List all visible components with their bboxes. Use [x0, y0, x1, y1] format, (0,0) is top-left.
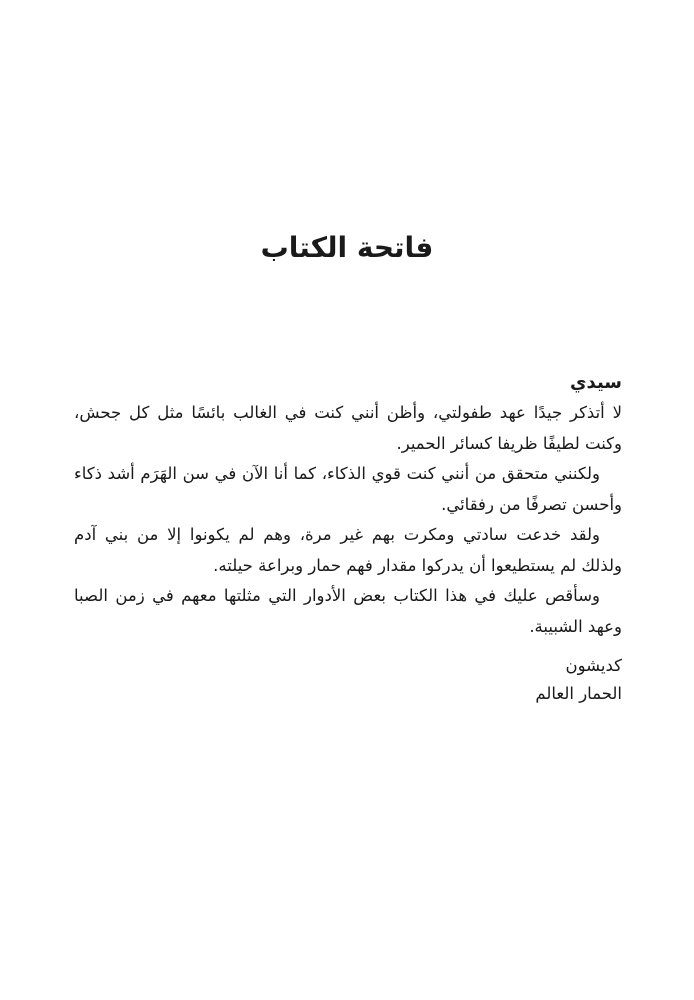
paragraph-3: ولقد خدعت سادتي ومكرت بهم غير مرة، وهم لم يكونوا إلا من بني آدم ولذلك لم يستطيعوا أن يدركوا مقدار فهم حمار وبراعة حيلته.: [74, 525, 622, 575]
paragraph-1: لا أتذكر جيدًا عهد طفولتي، وأظن أنني كنت في الغالب بائسًا مثل كل جحش، وكنت لطيفًا ظريفا كسائر الحمير.: [74, 403, 622, 453]
page-title: فاتحة الكتاب: [260, 231, 434, 264]
letter-body: [74, 368, 622, 708]
signature-title: الحمار العالم: [535, 684, 622, 703]
signature-block: [74, 652, 622, 708]
paragraph-2: ولكنني متحقق من أنني كنت قوي الذكاء، كما أنا الآن في سن الهَرَم أشد ذكاء وأحسن تصرفًا من رفقائي.: [74, 464, 622, 514]
signature-name: كديشون: [565, 656, 622, 675]
paragraph-4: وسأقص عليك في هذا الكتاب بعض الأدوار التي مثلتها معهم في زمن الصبا وعهد الشبيبة.: [74, 586, 622, 636]
salutation: سيدي: [570, 372, 622, 393]
